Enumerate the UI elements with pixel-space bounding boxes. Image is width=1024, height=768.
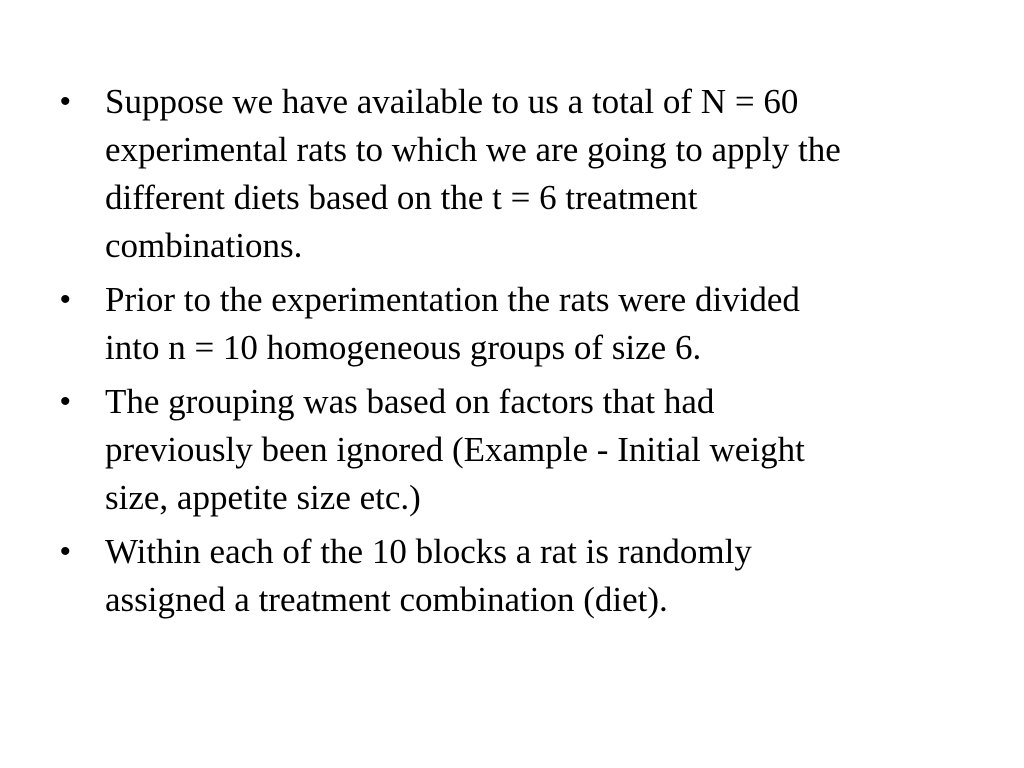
bullet-icon: • [60,385,71,418]
bullet-item-3 [60,378,960,522]
bullet-text: Prior to the experimentation the rats were divided into n = 10 homogeneous groups of size 6. [105,280,800,367]
bullet-item-4 [60,528,960,624]
bullet-icon: • [60,283,71,316]
bullet-text: Suppose we have available to us a total of N = 60 experimental rats to which we are going to apply the different diets based on the t = 6 treatment combinations. [105,82,841,265]
bullet-text: Within each of the 10 blocks a rat is randomly assigned a treatment combination (diet). [105,532,752,619]
bullet-item-1 [60,78,960,270]
bullet-item-2 [60,276,960,372]
bullet-icon: • [60,535,71,568]
bullet-list [60,78,960,630]
bullet-icon: • [60,85,71,118]
bullet-text: The grouping was based on factors that had previously been ignored (Example - Initial weight size, appetite size etc.) [105,382,805,517]
